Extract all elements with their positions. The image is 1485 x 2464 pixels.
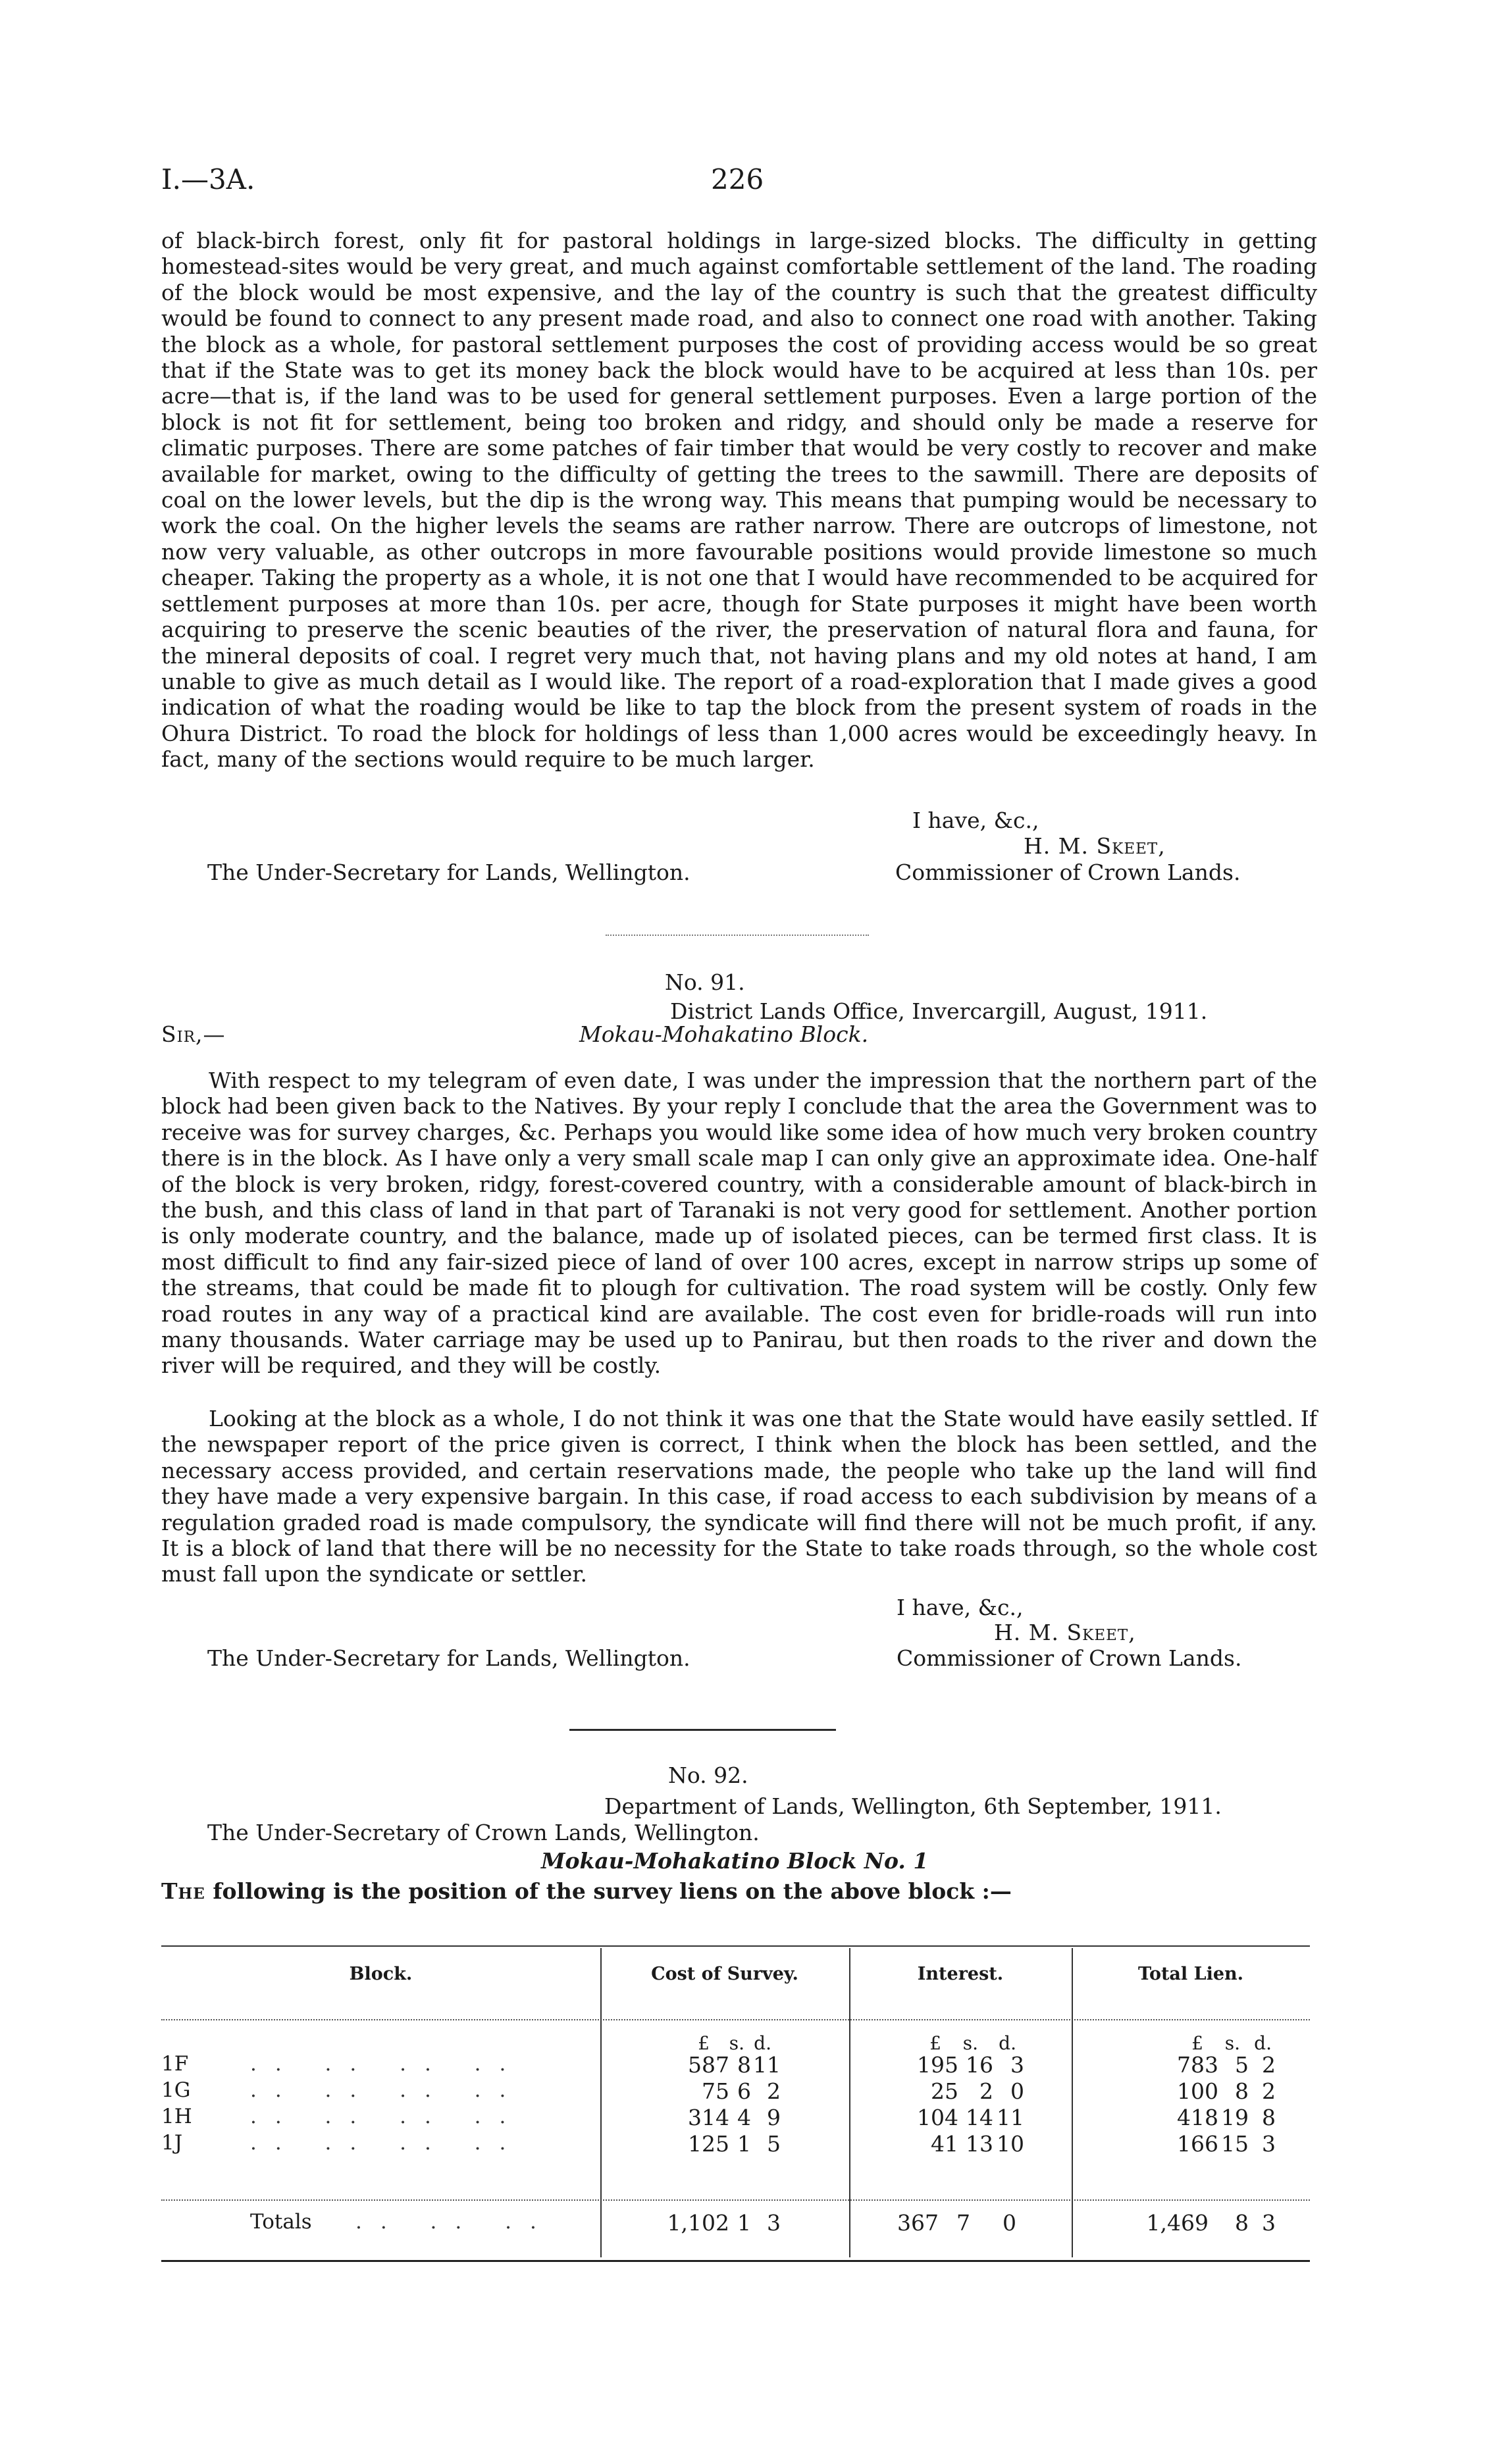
total-pounds: 1,469 <box>1146 2210 1209 2236</box>
cost-pounds: 314 <box>688 2105 729 2130</box>
total-shillings: 8 <box>1235 2210 1249 2236</box>
block-title: Mokau-Mohakatino Block. <box>579 1021 869 1047</box>
interest-pounds: 104 <box>917 2105 958 2130</box>
total-pence: 8 <box>1262 2105 1276 2130</box>
unit-pound: £ <box>1191 2032 1203 2054</box>
letter-origin: District Lands Office, Invercargill, August, 1911. <box>670 998 1208 1024</box>
block-id: 1H <box>161 2105 192 2128</box>
total-shillings: 15 <box>1221 2131 1249 2157</box>
unit-pound: £ <box>698 2032 710 2054</box>
cost-shillings: 4 <box>737 2105 751 2130</box>
cost-pence: 3 <box>767 2210 781 2236</box>
interest-shillings: 13 <box>966 2131 993 2157</box>
interest-pence: 3 <box>1010 2052 1024 2078</box>
total-pence: 3 <box>1262 2131 1276 2157</box>
total-shillings: 5 <box>1235 2052 1249 2078</box>
column-divider <box>600 1948 602 2257</box>
unit-pence: d. <box>1254 2032 1272 2054</box>
letter-paragraph: With respect to my telegram of even date, I was under the impression that the northern part of the block had been given back to the Natives. By your reply I conclude that the area the Government was to receive was for survey charges, &c. Perhaps you would like some idea of how much very broken country there is in the block. As I have only a very small scale map I can only give an approximate idea. One-half of the block is very broken, ridgy, forest-covered country, with a considerable amount of black-birch in the bush, and this class of land in that part of Taranaki is not very good for settlement. Another portion is only moderate country, and the balance, made up of isolated pieces, can be termed first class. It is most difficult to find any fair-sized piece of land of over 100 acres, except in narrow strips up some of the streams, that could be made fit to plough for cultivation. The road system will be costly. Only few road routes in any way of a practical kind are available. The cost even for bridle-roads will run into many thousands. Water carriage may be used up to Panirau, but then roads to the river and down the river will be required, and they will be costly. <box>161 1067 1317 1379</box>
column-divider <box>849 1948 850 2257</box>
total-shillings: 8 <box>1235 2078 1249 2104</box>
block-id: 1F <box>161 2052 189 2076</box>
cost-pounds: 587 <box>688 2052 729 2078</box>
letter-origin: Department of Lands, Wellington, 6th September, 1911. <box>604 1793 1222 1819</box>
letter-continued-body: of black-birch forest, only fit for pastoral holdings in large-sized blocks. The difficulty in getting homestead-sites would be very great, and much against comfortable settlement of the land. The roading of the block would be most expensive, and the lay of the country is such that the greatest difficulty would be found to connect to any present made road, and also to connect one road with another. Taking the block as a whole, for pastoral settlement purposes the cost of providing access would be so great that if the State was to get its money back the block would have to be acquired at less than 10s. per acre—that is, if the land was to be used for general settlement purposes. Even a large portion of the block is not fit for settlement, being too broken and ridgy, and should only be made a reserve for climatic purposes. There are some patches of fair timber that would be very costly to recover and make available for market, owing to the difficulty of getting the trees to the sawmill. There are deposits of coal on the lower levels, but the dip is the wrong way. This means that pumping would be necessary to work the coal. On the higher levels the seams are rather narrow. There are outcrops of limestone, not now very valuable, as other outcrops in more favourable positions would provide limestone so much cheaper. Taking the property as a whole, it is not one that I would have recommended to be acquired for settlement purposes at more than 10s. per acre, though for State purposes it might have been worth acquiring to preserve the scenic beauties of the river, the preservation of natural flora and fauna, for the mineral deposits of coal. I regret very much that, not having plans and my old notes at hand, I am unable to give as much detail as I would like. The report of a road-exploration that I made gives a good indication of what the roading would be like to tap the block from the present system of roads in the Ohura District. To road the block for holdings of less than 1,000 acres would be exceedingly heavy. In fact, many of the sections would require to be much larger. <box>161 228 1317 773</box>
interest-shillings: 7 <box>956 2210 970 2236</box>
letter-paragraph: Looking at the block as a whole, I do not think it was one that the State would have easily settled. If the newspaper report of the price given is correct, I think when the block has been settled, and the necessary access provided, and certain reservations made, the people who take up the land will find they have made a very expensive bargain. In this case, if road access to each subdivision by means of a regulation graded road is made compulsory, the syndicate will find there will not be much profit, if any. It is a block of land that there will be no necessity for the State to take roads through, so the whole cost must fall upon the syndicate or settler. <box>161 1406 1317 1587</box>
interest-pounds: 41 <box>931 2131 958 2157</box>
cost-pounds: 75 <box>702 2078 729 2104</box>
header-cost: Cost of Survey. <box>651 1964 798 1984</box>
cost-pounds: 125 <box>688 2131 729 2157</box>
interest-shillings: 2 <box>979 2078 993 2104</box>
intro-lead-word: The <box>161 1878 205 1904</box>
cost-pounds: 1,102 <box>667 2210 729 2236</box>
letter-number: No. 91. <box>665 969 745 995</box>
total-pounds: 100 <box>1177 2078 1218 2104</box>
addressee: The Under-Secretary of Crown Lands, Wellington. <box>207 1820 760 1845</box>
block-title: Mokau-Mohakatino Block No. 1 <box>541 1848 929 1874</box>
cost-pence: 5 <box>767 2131 781 2157</box>
page-number: 226 <box>711 163 764 195</box>
total-shillings: 19 <box>1221 2105 1249 2130</box>
section-divider <box>606 935 869 936</box>
block-id: 1J <box>161 2131 183 2155</box>
cost-pence: 11 <box>753 2052 781 2078</box>
column-divider <box>1072 1948 1073 2257</box>
leader-dots: .. .. .. .. <box>250 2105 525 2128</box>
addressee: The Under-Secretary for Lands, Wellington. <box>207 1645 690 1671</box>
interest-pence: 10 <box>997 2131 1024 2157</box>
total-pounds: 783 <box>1177 2052 1218 2078</box>
closing-salutation: I have, &c., <box>897 1595 1024 1620</box>
letter-number: No. 92. <box>668 1762 748 1788</box>
header-block: Block. <box>349 1964 413 1984</box>
table-intro <box>161 1878 1012 1904</box>
interest-pounds: 367 <box>897 2210 939 2236</box>
total-pence: 3 <box>1262 2210 1276 2236</box>
document-reference: I.—3A. <box>161 163 255 195</box>
interest-pence: 11 <box>997 2105 1024 2130</box>
header-total: Total Lien. <box>1137 1964 1244 1984</box>
interest-pounds: 25 <box>931 2078 958 2104</box>
intro-text: following is the position of the survey liens on the above block :— <box>213 1878 1012 1904</box>
cost-shillings: 6 <box>737 2078 751 2104</box>
closing-salutation: I have, &c., <box>912 808 1039 833</box>
section-divider <box>569 1729 836 1731</box>
unit-pound: £ <box>929 2032 941 2054</box>
leader-dots: .. .. .. .. <box>250 2052 525 2076</box>
cost-shillings: 1 <box>737 2210 751 2236</box>
interest-shillings: 14 <box>966 2105 993 2130</box>
unit-pence: d. <box>999 2032 1016 2054</box>
unit-shilling: s. <box>962 2032 978 2054</box>
cost-shillings: 1 <box>737 2131 751 2157</box>
total-pence: 2 <box>1262 2052 1276 2078</box>
total-pounds: 418 <box>1177 2105 1218 2130</box>
addressee: The Under-Secretary for Lands, Wellington. <box>207 860 690 885</box>
table-totals-rule <box>161 2199 1310 2201</box>
table-bottom-rule <box>161 2260 1310 2262</box>
leader-dots: .. .. .. .. <box>250 2078 525 2102</box>
unit-shilling: s. <box>1224 2032 1240 2054</box>
table-header-rule <box>161 2019 1310 2020</box>
total-pounds: 166 <box>1177 2131 1218 2157</box>
cost-pence: 9 <box>767 2105 781 2130</box>
block-id: 1G <box>161 2078 191 2102</box>
table-top-rule <box>161 1945 1310 1947</box>
interest-pence: 0 <box>1010 2078 1024 2104</box>
unit-shilling: s. <box>729 2032 744 2054</box>
leader-dots: .. .. .. .. <box>250 2131 525 2155</box>
header-interest: Interest. <box>917 1964 1004 1984</box>
cost-shillings: 8 <box>737 2052 751 2078</box>
cost-pence: 2 <box>767 2078 781 2104</box>
leader-dots: .. .. .. <box>355 2210 555 2234</box>
interest-pounds: 195 <box>917 2052 958 2078</box>
interest-pence: 0 <box>1003 2210 1016 2236</box>
totals-label: Totals <box>250 2210 312 2234</box>
interest-shillings: 16 <box>966 2052 993 2078</box>
total-pence: 2 <box>1262 2078 1276 2104</box>
signatory-name: H. M. Skeet, <box>1024 833 1166 859</box>
signatory-title: Commissioner of Crown Lands. <box>895 860 1241 885</box>
signatory-title: Commissioner of Crown Lands. <box>897 1645 1242 1671</box>
salutation: Sir,— <box>161 1021 226 1047</box>
unit-pence: d. <box>754 2032 771 2054</box>
signatory-name: H. M. Skeet, <box>994 1620 1136 1645</box>
